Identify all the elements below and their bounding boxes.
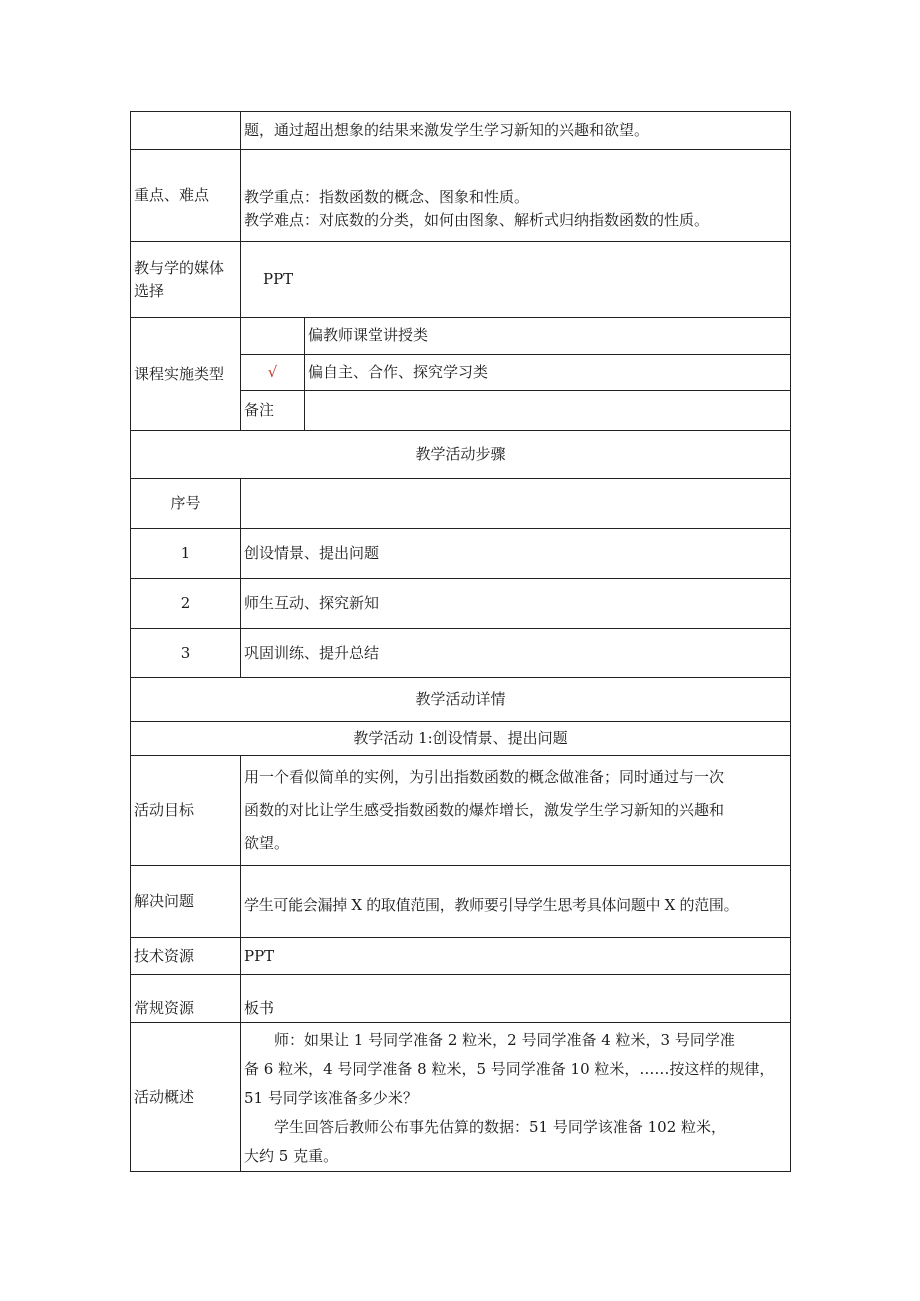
steps-header-row: [131, 431, 791, 479]
course-type-subtable: [241, 318, 790, 430]
media-label-line-1: 教与学的媒体: [134, 258, 225, 277]
check-mark-icon: √: [241, 354, 305, 390]
media-label-line-2: 选择: [134, 281, 165, 300]
key-points-row: [131, 150, 791, 242]
goal-row: [131, 756, 791, 866]
tech-row: [131, 938, 791, 975]
key-points-content: [241, 150, 791, 242]
details-header-row: [131, 678, 791, 722]
goal-line: 欲望。: [244, 834, 290, 852]
overview-line: 51 号同学该准备多少米？: [244, 1089, 418, 1107]
step-row: [131, 629, 791, 678]
regular-row: [131, 975, 791, 1023]
step-text: 巩固训练、提升总结: [241, 629, 791, 678]
details-header: 教学活动详情: [131, 678, 791, 722]
remarks-row: [241, 390, 790, 430]
goal-label: 活动目标: [131, 756, 241, 866]
goal-line: 函数的对比让学生感受指数函数的爆炸增长，激发学生学习新知的兴趣和: [244, 801, 725, 819]
key-points-label: 重点、难点: [131, 150, 241, 242]
step-number: 3: [131, 629, 241, 678]
tech-label: 技术资源: [131, 938, 241, 975]
activity-title: 教学活动 1:创设情景、提出问题: [131, 722, 791, 756]
lesson-plan-table: [130, 111, 791, 1172]
step-row: [131, 529, 791, 579]
key-point-text: 教学重点：指数函数的概念、图象和性质。: [244, 187, 530, 206]
step-text: 师生互动、探究新知: [241, 579, 791, 629]
tech-value: PPT: [241, 938, 791, 975]
seq-empty: [241, 479, 791, 529]
overview-content: [241, 1023, 791, 1172]
regular-value: 板书: [241, 975, 791, 1023]
solve-text: 学生可能会漏掉 X 的取值范围，教师要引导学生思考具体问题中 X 的范围。: [241, 866, 791, 938]
remarks-label: 备注: [241, 390, 305, 430]
course-type-row: [131, 318, 791, 431]
intro-row: [131, 112, 791, 150]
course-option-text: 偏教师课堂讲授类: [305, 318, 791, 354]
seq-header-row: [131, 479, 791, 529]
overview-line: 学生回答后教师公布事先估算的数据：51 号同学该准备 102 粒米，: [274, 1118, 727, 1136]
course-option-text: 偏自主、合作、探究学习类: [305, 354, 791, 390]
solve-row: [131, 866, 791, 938]
overview-line: 师：如果让 1 号同学准备 2 粒米，2 号同学准备 4 粒米，3 号同学准: [274, 1031, 735, 1049]
remarks-value: [305, 390, 791, 430]
step-text: 创设情景、提出问题: [241, 529, 791, 579]
overview-label: 活动概述: [131, 1023, 241, 1172]
step-row: [131, 579, 791, 629]
media-row: [131, 242, 791, 318]
overview-row: [131, 1023, 791, 1172]
course-option-row: [241, 318, 790, 354]
media-value: PPT: [241, 242, 791, 318]
goal-line: 用一个看似简单的实例，为引出指数函数的概念做准备；同时通过与一次: [244, 768, 725, 786]
regular-label: 常规资源: [131, 975, 241, 1023]
difficult-point-text: 教学难点：对底数的分类，如何由图象、解析式归纳指数函数的性质。: [244, 210, 710, 229]
empty-label-cell: [131, 112, 241, 150]
course-option-mark: [241, 318, 305, 354]
course-type-options: [241, 318, 791, 431]
step-number: 2: [131, 579, 241, 629]
intro-continuation: 题，通过超出想象的结果来激发学生学习新知的兴趣和欲望。: [241, 112, 791, 150]
course-option-row: [241, 354, 790, 390]
overview-line: 备 6 粒米，4 号同学准备 8 粒米，5 号同学准备 10 粒米，……按这样的规律，: [244, 1060, 775, 1078]
media-label: [131, 242, 241, 318]
solve-label: 解决问题: [131, 866, 241, 938]
step-number: 1: [131, 529, 241, 579]
steps-header: 教学活动步骤: [131, 431, 791, 479]
goal-content: [241, 756, 791, 866]
course-type-label: 课程实施类型: [131, 318, 241, 431]
seq-label: 序号: [131, 479, 241, 529]
overview-line: 大约 5 克重。: [244, 1147, 339, 1165]
activity-title-row: [131, 722, 791, 756]
